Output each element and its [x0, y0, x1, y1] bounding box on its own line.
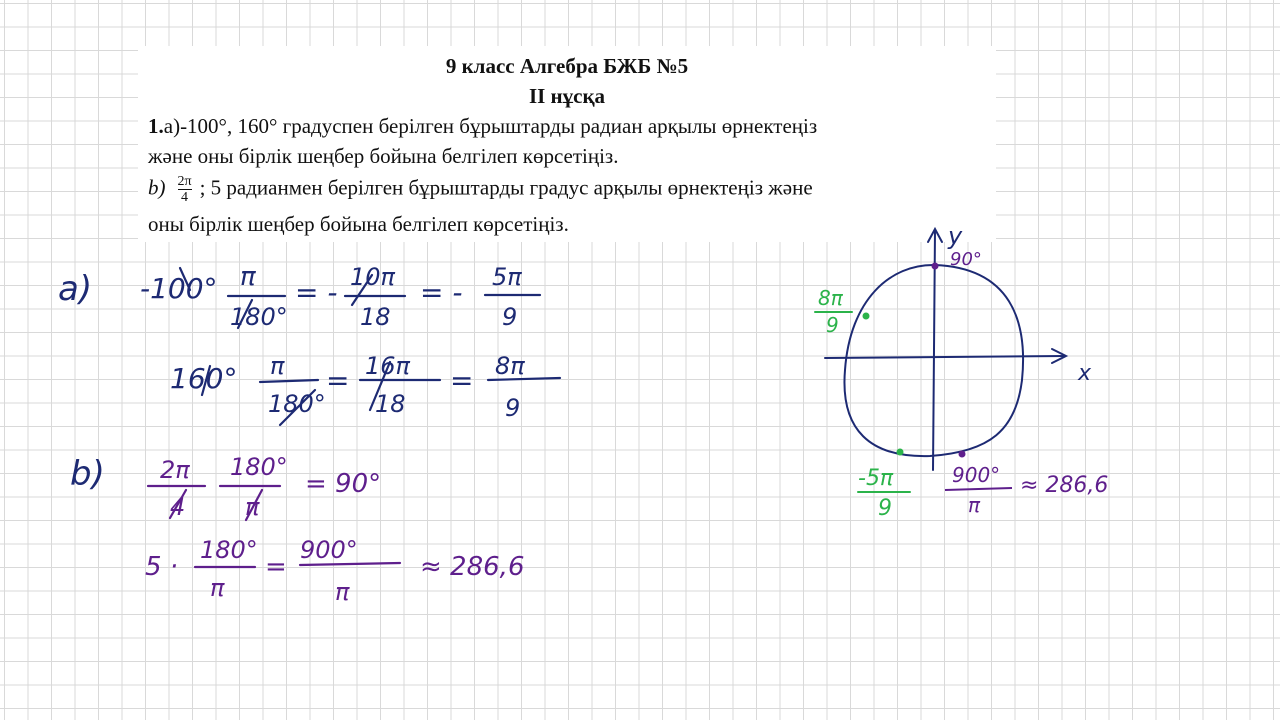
a1-eq1: = - — [295, 276, 338, 309]
task-b-label: b) — [148, 175, 166, 200]
x-axis — [825, 356, 1065, 358]
a2-9: 9 — [505, 394, 521, 422]
circle-9b: 9 — [878, 496, 892, 521]
blue-fraction-bars — [180, 268, 560, 425]
a1-eq2: = - — [420, 276, 463, 309]
point-minus-5pi9 — [897, 449, 904, 456]
task-b-frac-num: 2π — [177, 174, 192, 189]
a2-180: 180° — [268, 390, 326, 418]
b2-180: 180° — [200, 536, 258, 564]
a1-9: 9 — [502, 303, 518, 331]
b2-pi2: π — [335, 578, 350, 606]
circle-approx: ≈ 286,6 — [1020, 473, 1109, 498]
a1-5pi: 5π — [492, 263, 522, 291]
b2-approx: ≈ 286,6 — [420, 552, 525, 582]
point-286 — [959, 451, 966, 458]
a2-eq1: = — [326, 364, 350, 397]
unit-circle-drawing — [825, 229, 1066, 470]
a2-16pi: 16π — [365, 352, 410, 380]
b2-5: 5 · — [145, 552, 179, 582]
task-a-text: а)-100°, 160° градуспен берілген бұрыштарды радиан арқылы өрнектеңіз — [163, 114, 818, 138]
b2-eq: = — [265, 552, 287, 582]
point-8pi9 — [863, 313, 870, 320]
b1-2pi: 2π — [160, 456, 190, 484]
label-a: a) — [58, 269, 93, 309]
circle-900: 900° — [952, 463, 1001, 487]
a1-180: 180° — [230, 303, 288, 331]
a2-pi: π — [270, 352, 285, 380]
circle-pi: π — [968, 493, 981, 517]
b1-180: 180° — [230, 453, 288, 481]
b1-pi: π — [245, 493, 260, 521]
b1-4: 4 — [170, 493, 186, 521]
task-b-frac-den: 4 — [178, 189, 192, 205]
circle-90-label: 90° — [950, 249, 982, 270]
task-b-line2: оны бірлік шеңбер бойына белгілеп көрсетіңіз. — [148, 212, 569, 236]
a2-18: 18 — [375, 390, 406, 418]
circle-y-label: y — [948, 222, 963, 250]
green-fraction-bars — [815, 312, 910, 492]
circle-x-label: x — [1078, 361, 1092, 386]
b2-900: 900° — [300, 536, 358, 564]
a2-eq2: = — [450, 364, 474, 397]
circle-m5pi: -5π — [858, 466, 894, 491]
point-90 — [932, 263, 939, 270]
label-b: b) — [70, 454, 105, 494]
a1-10pi: 10π — [350, 263, 395, 291]
circle-bar-purple — [945, 488, 1012, 490]
a1-pi: π — [240, 262, 256, 292]
a2-bar-1 — [260, 380, 318, 382]
a1-18: 18 — [360, 303, 391, 331]
variant-title: II нұсқа — [528, 84, 606, 108]
task-number: 1. — [148, 114, 164, 138]
a2-lhs: 160° — [170, 362, 238, 395]
document-title: 9 класс Алгебра БЖБ №5 — [445, 54, 689, 78]
b1-result: = 90° — [305, 469, 382, 499]
a1-lhs: -100° — [140, 272, 218, 305]
task-b-text: ; 5 радианмен берілген бұрыштарды градус арқылы өрнектеңіз және — [199, 175, 813, 200]
a2-8pi: 8π — [495, 352, 525, 380]
task-a-line2: және оны бірлік шеңбер бойына белгілеп көрсетіңіз. — [148, 144, 619, 168]
b2-pi: π — [210, 574, 225, 602]
circle-8pi: 8π — [818, 286, 843, 310]
circle-9a: 9 — [826, 313, 839, 337]
